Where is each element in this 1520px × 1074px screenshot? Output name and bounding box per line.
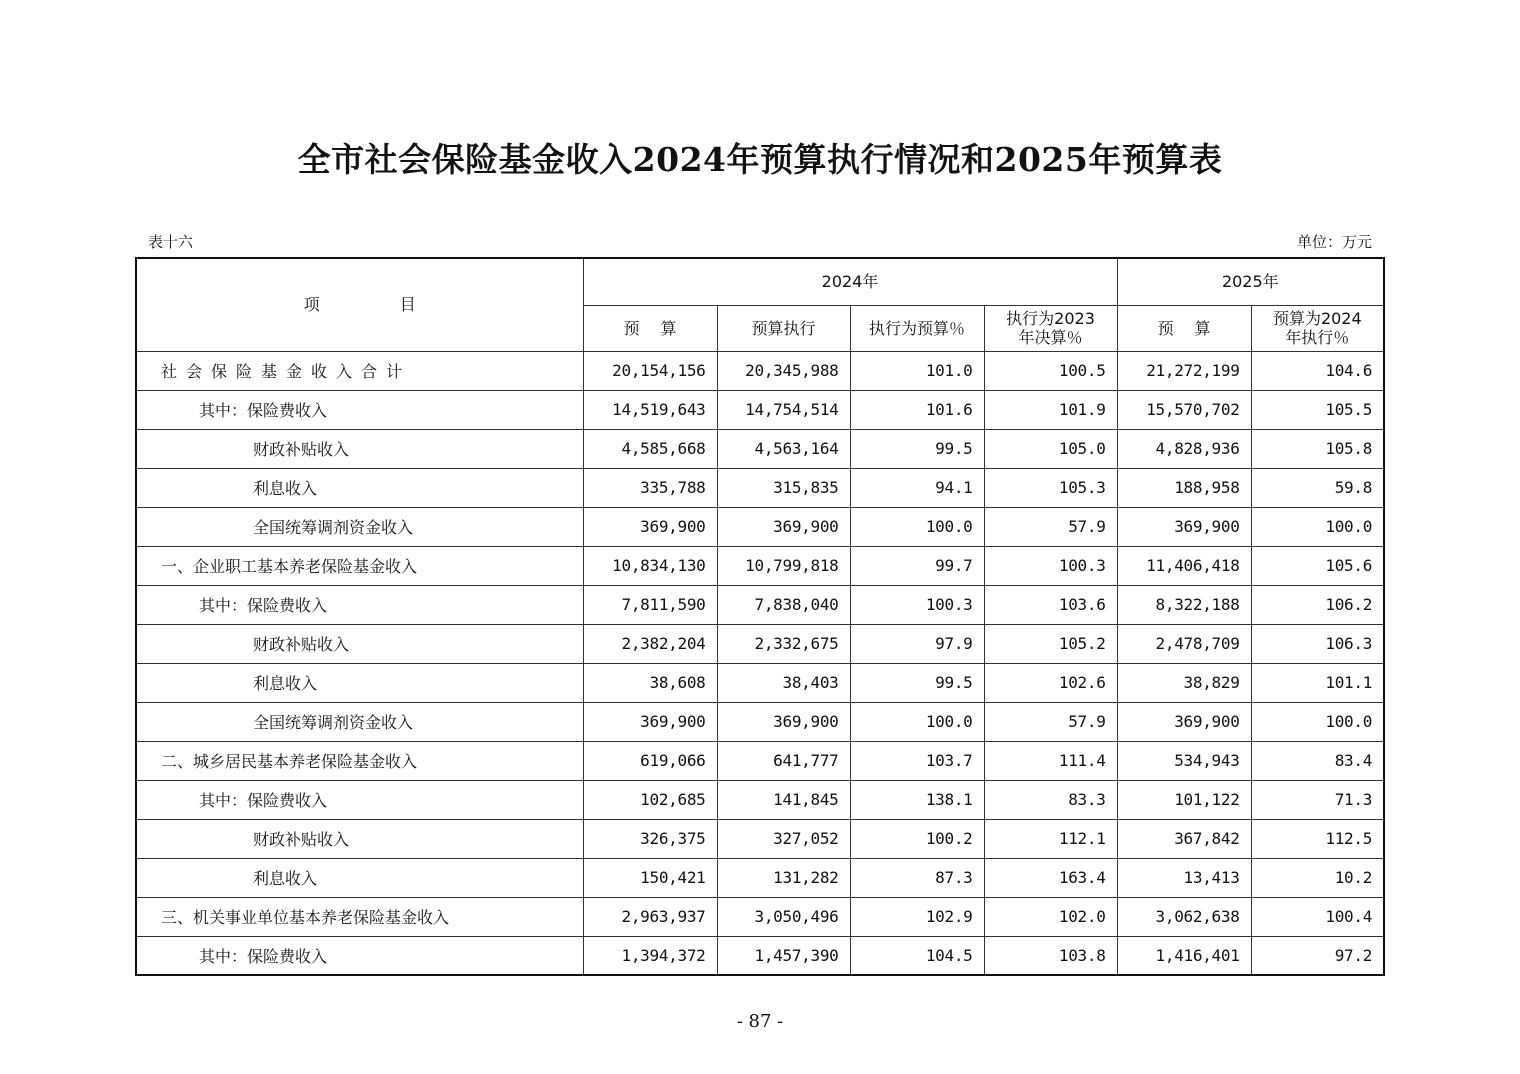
cell-budget-2024: 619,066 xyxy=(583,741,717,780)
cell-budget-2025: 21,272,199 xyxy=(1117,351,1251,390)
cell-budget-2025: 367,842 xyxy=(1117,819,1251,858)
header-exec-vs-2023 xyxy=(984,305,1117,351)
cell-execution-2024: 327,052 xyxy=(717,819,850,858)
cell-exec-vs-2023: 163.4 xyxy=(984,858,1117,897)
cell-exec-vs-budget: 102.9 xyxy=(850,897,984,936)
cell-budget-vs-2024: 101.1 xyxy=(1251,663,1384,702)
table-row xyxy=(136,624,1384,663)
cell-budget-2025: 38,829 xyxy=(1117,663,1251,702)
page-title: 全市社会保险基金收入2024年预算执行情况和2025年预算表 xyxy=(297,140,1223,179)
cell-exec-vs-2023: 100.5 xyxy=(984,351,1117,390)
cell-exec-vs-budget: 101.6 xyxy=(850,390,984,429)
cell-exec-vs-2023: 57.9 xyxy=(984,507,1117,546)
cell-exec-vs-2023: 102.6 xyxy=(984,663,1117,702)
cell-item: 财政补贴收入 xyxy=(136,819,583,858)
cell-item: 财政补贴收入 xyxy=(136,429,583,468)
cell-budget-2024: 102,685 xyxy=(583,780,717,819)
table-row xyxy=(136,468,1384,507)
cell-budget-2024: 326,375 xyxy=(583,819,717,858)
cell-execution-2024: 369,900 xyxy=(717,507,850,546)
table-row xyxy=(136,819,1384,858)
cell-item: 社会保险基金收入合计 xyxy=(136,351,583,390)
cell-budget-vs-2024: 100.4 xyxy=(1251,897,1384,936)
cell-budget-2024: 38,608 xyxy=(583,663,717,702)
cell-exec-vs-2023: 103.6 xyxy=(984,585,1117,624)
cell-exec-vs-2023: 57.9 xyxy=(984,702,1117,741)
table-body xyxy=(136,351,1384,975)
cell-item: 财政补贴收入 xyxy=(136,624,583,663)
cell-budget-vs-2024: 83.4 xyxy=(1251,741,1384,780)
cell-exec-vs-budget: 99.5 xyxy=(850,429,984,468)
cell-execution-2024: 4,563,164 xyxy=(717,429,850,468)
header-budget-vs-2024-line2: 年执行％ xyxy=(1285,328,1350,347)
cell-exec-vs-budget: 99.5 xyxy=(850,663,984,702)
cell-item: 其中：保险费收入 xyxy=(136,390,583,429)
cell-exec-vs-2023: 83.3 xyxy=(984,780,1117,819)
cell-execution-2024: 3,050,496 xyxy=(717,897,850,936)
cell-budget-vs-2024: 105.5 xyxy=(1251,390,1384,429)
cell-budget-2025: 2,478,709 xyxy=(1117,624,1251,663)
cell-exec-vs-2023: 112.1 xyxy=(984,819,1117,858)
cell-budget-2024: 369,900 xyxy=(583,702,717,741)
cell-budget-vs-2024: 97.2 xyxy=(1251,936,1384,975)
cell-exec-vs-budget: 101.0 xyxy=(850,351,984,390)
header-item: 项 目 xyxy=(136,258,583,351)
cell-budget-2024: 2,963,937 xyxy=(583,897,717,936)
table-header xyxy=(136,258,1384,351)
table-row xyxy=(136,507,1384,546)
cell-budget-vs-2024: 105.8 xyxy=(1251,429,1384,468)
cell-budget-vs-2024: 106.2 xyxy=(1251,585,1384,624)
cell-execution-2024: 2,332,675 xyxy=(717,624,850,663)
cell-budget-2025: 13,413 xyxy=(1117,858,1251,897)
cell-budget-vs-2024: 100.0 xyxy=(1251,702,1384,741)
header-budget-2024: 预 算 xyxy=(583,305,717,351)
cell-budget-vs-2024: 10.2 xyxy=(1251,858,1384,897)
header-budget-2025: 预 算 xyxy=(1117,305,1251,351)
unit-label: 单位：万元 xyxy=(1296,233,1372,251)
table-row xyxy=(136,546,1384,585)
cell-exec-vs-budget: 104.5 xyxy=(850,936,984,975)
budget-table xyxy=(135,257,1385,976)
cell-budget-2024: 10,834,130 xyxy=(583,546,717,585)
cell-execution-2024: 369,900 xyxy=(717,702,850,741)
cell-exec-vs-budget: 99.7 xyxy=(850,546,984,585)
cell-budget-vs-2024: 104.6 xyxy=(1251,351,1384,390)
cell-budget-vs-2024: 59.8 xyxy=(1251,468,1384,507)
cell-execution-2024: 10,799,818 xyxy=(717,546,850,585)
header-exec-vs-2023-line2: 年决算％ xyxy=(1018,328,1083,347)
cell-budget-2025: 101,122 xyxy=(1117,780,1251,819)
page-number: - 87 - xyxy=(736,1011,784,1032)
cell-budget-2024: 20,154,156 xyxy=(583,351,717,390)
cell-budget-2024: 2,382,204 xyxy=(583,624,717,663)
cell-exec-vs-budget: 100.2 xyxy=(850,819,984,858)
cell-item: 三、机关事业单位基本养老保险基金收入 xyxy=(136,897,583,936)
cell-budget-vs-2024: 106.3 xyxy=(1251,624,1384,663)
cell-budget-2024: 7,811,590 xyxy=(583,585,717,624)
cell-budget-vs-2024: 105.6 xyxy=(1251,546,1384,585)
cell-exec-vs-2023: 100.3 xyxy=(984,546,1117,585)
cell-budget-2024: 4,585,668 xyxy=(583,429,717,468)
header-budget-vs-2024-line1: 预算为2024 xyxy=(1272,309,1362,328)
cell-item: 其中：保险费收入 xyxy=(136,585,583,624)
table-row xyxy=(136,702,1384,741)
table-row xyxy=(136,585,1384,624)
cell-budget-2025: 15,570,702 xyxy=(1117,390,1251,429)
cell-item: 利息收入 xyxy=(136,468,583,507)
cell-budget-2024: 150,421 xyxy=(583,858,717,897)
header-year-2025: 2025年 xyxy=(1117,258,1384,305)
cell-execution-2024: 315,835 xyxy=(717,468,850,507)
cell-budget-vs-2024: 71.3 xyxy=(1251,780,1384,819)
cell-exec-vs-budget: 100.0 xyxy=(850,507,984,546)
cell-exec-vs-2023: 103.8 xyxy=(984,936,1117,975)
cell-item: 全国统筹调剂资金收入 xyxy=(136,507,583,546)
cell-budget-2025: 1,416,401 xyxy=(1117,936,1251,975)
table-row xyxy=(136,741,1384,780)
cell-exec-vs-2023: 105.2 xyxy=(984,624,1117,663)
cell-exec-vs-budget: 103.7 xyxy=(850,741,984,780)
cell-exec-vs-2023: 102.0 xyxy=(984,897,1117,936)
table-row xyxy=(136,390,1384,429)
cell-exec-vs-budget: 97.9 xyxy=(850,624,984,663)
cell-budget-2025: 3,062,638 xyxy=(1117,897,1251,936)
table-row xyxy=(136,858,1384,897)
cell-budget-2025: 369,900 xyxy=(1117,702,1251,741)
header-exec-vs-budget: 执行为预算％ xyxy=(850,305,984,351)
cell-item: 其中：保险费收入 xyxy=(136,780,583,819)
cell-execution-2024: 641,777 xyxy=(717,741,850,780)
cell-exec-vs-2023: 111.4 xyxy=(984,741,1117,780)
cell-budget-2025: 534,943 xyxy=(1117,741,1251,780)
table-row xyxy=(136,351,1384,390)
cell-item: 全国统筹调剂资金收入 xyxy=(136,702,583,741)
cell-budget-vs-2024: 112.5 xyxy=(1251,819,1384,858)
cell-item: 一、企业职工基本养老保险基金收入 xyxy=(136,546,583,585)
table-label: 表十六 xyxy=(148,233,194,251)
cell-exec-vs-2023: 105.0 xyxy=(984,429,1117,468)
table-row xyxy=(136,897,1384,936)
table-row xyxy=(136,780,1384,819)
header-execution-2024: 预算执行 xyxy=(717,305,850,351)
cell-budget-2025: 188,958 xyxy=(1117,468,1251,507)
header-budget-vs-2024 xyxy=(1251,305,1384,351)
table-row xyxy=(136,936,1384,975)
cell-item: 利息收入 xyxy=(136,858,583,897)
table-row xyxy=(136,429,1384,468)
cell-budget-2025: 369,900 xyxy=(1117,507,1251,546)
cell-execution-2024: 14,754,514 xyxy=(717,390,850,429)
cell-budget-2024: 1,394,372 xyxy=(583,936,717,975)
cell-budget-2025: 8,322,188 xyxy=(1117,585,1251,624)
cell-exec-vs-2023: 105.3 xyxy=(984,468,1117,507)
cell-exec-vs-budget: 100.3 xyxy=(850,585,984,624)
cell-budget-2025: 4,828,936 xyxy=(1117,429,1251,468)
cell-exec-vs-budget: 138.1 xyxy=(850,780,984,819)
cell-budget-vs-2024: 100.0 xyxy=(1251,507,1384,546)
header-year-2024: 2024年 xyxy=(583,258,1117,305)
cell-budget-2024: 369,900 xyxy=(583,507,717,546)
cell-execution-2024: 141,845 xyxy=(717,780,850,819)
table-row xyxy=(136,663,1384,702)
cell-exec-vs-budget: 94.1 xyxy=(850,468,984,507)
cell-execution-2024: 131,282 xyxy=(717,858,850,897)
cell-execution-2024: 7,838,040 xyxy=(717,585,850,624)
cell-item: 二、城乡居民基本养老保险基金收入 xyxy=(136,741,583,780)
header-exec-vs-2023-line1: 执行为2023 xyxy=(1006,309,1095,328)
cell-execution-2024: 1,457,390 xyxy=(717,936,850,975)
cell-exec-vs-2023: 101.9 xyxy=(984,390,1117,429)
cell-exec-vs-budget: 87.3 xyxy=(850,858,984,897)
cell-budget-2025: 11,406,418 xyxy=(1117,546,1251,585)
cell-budget-2024: 335,788 xyxy=(583,468,717,507)
cell-execution-2024: 38,403 xyxy=(717,663,850,702)
cell-execution-2024: 20,345,988 xyxy=(717,351,850,390)
cell-item: 利息收入 xyxy=(136,663,583,702)
cell-exec-vs-budget: 100.0 xyxy=(850,702,984,741)
cell-budget-2024: 14,519,643 xyxy=(583,390,717,429)
cell-item: 其中：保险费收入 xyxy=(136,936,583,975)
